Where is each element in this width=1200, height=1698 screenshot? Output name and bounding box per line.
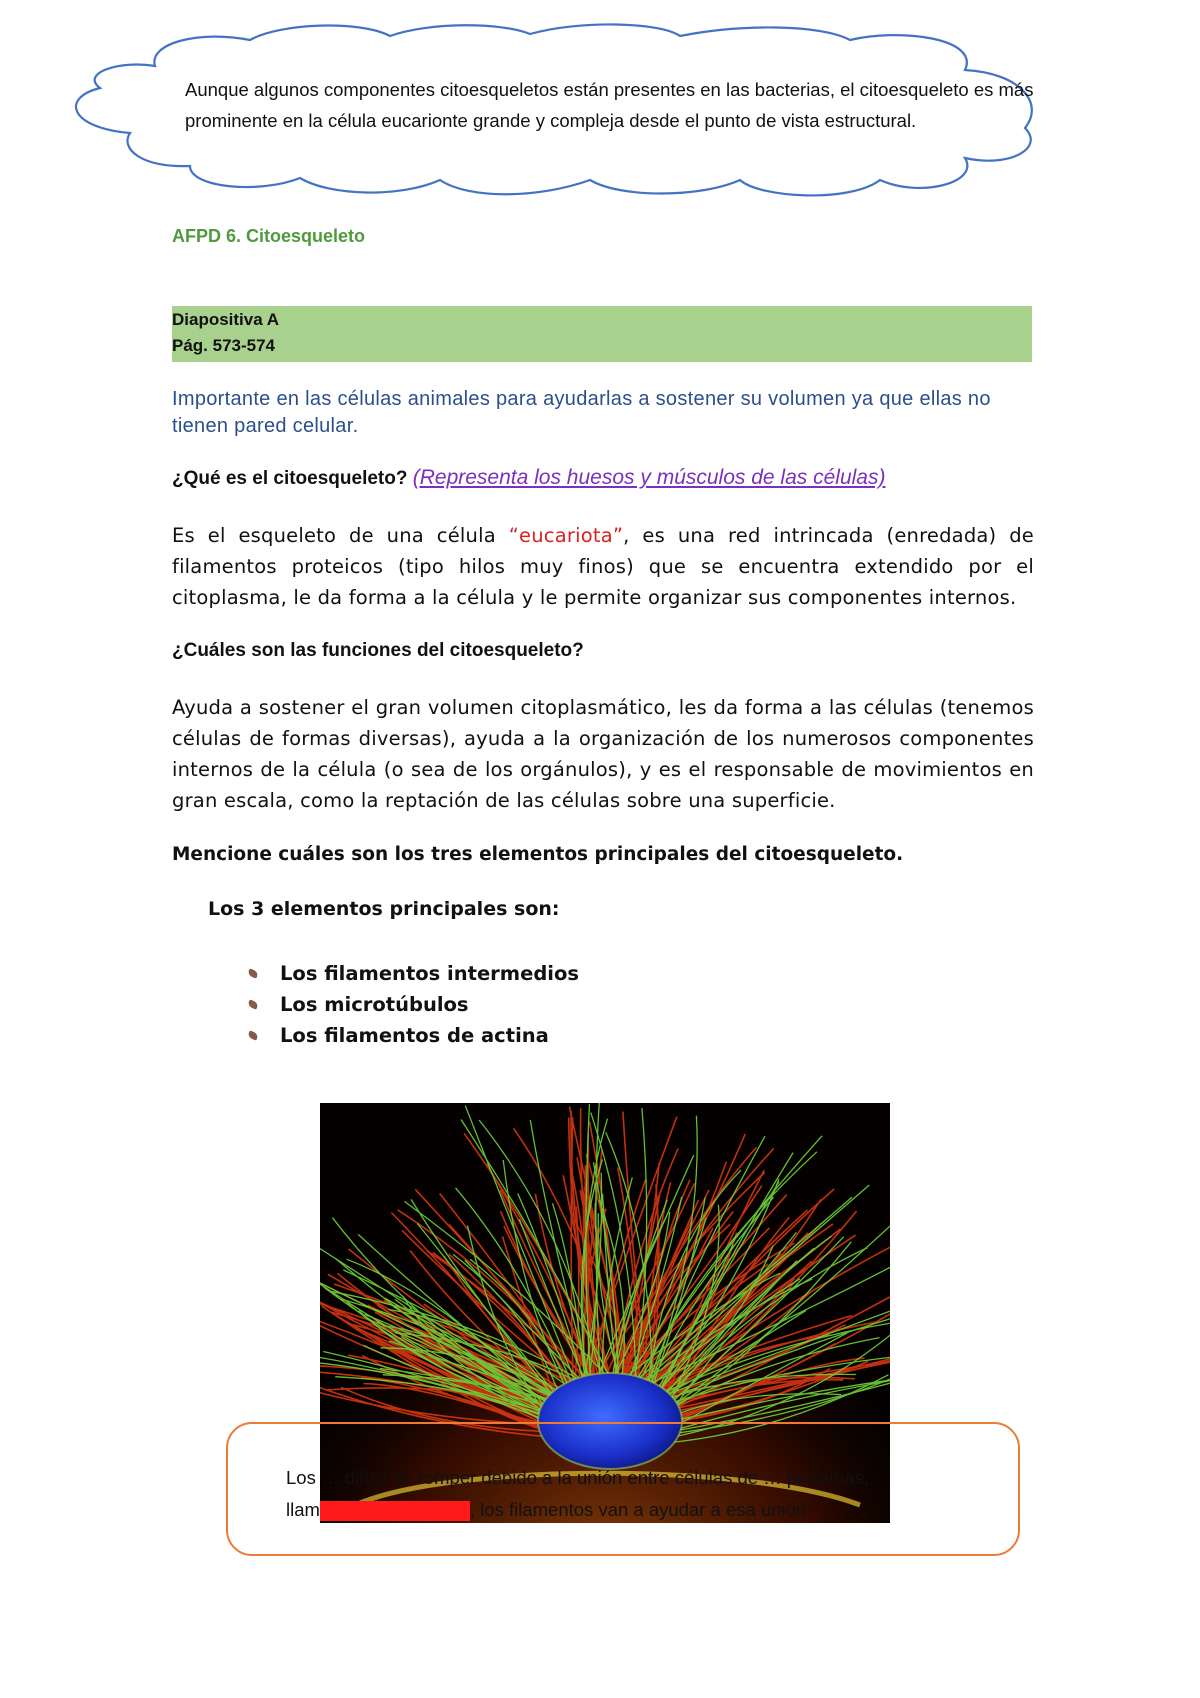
note-line-2-start: llam (286, 1499, 320, 1520)
slide-header-bar (172, 306, 1032, 362)
question-note: (Representa los huesos y músculos de las células) (412, 466, 886, 489)
answer-functions: Ayuda a sostener el gran volumen citoplasmático, les da forma a las células (tenemos células de formas diversas), ayuda a la organización de los numerosos componentes internos de la célula (o sea de los orgánulos), y es el responsable de movimientos en gran escala, como la reptación de las células sobre una superficie. (172, 696, 1034, 812)
question-what-is (172, 466, 885, 490)
page-reference: Pág. 573-574 (172, 336, 276, 355)
note-line-1: Los … difícil de romper debido a la unión entre células de … proteínas, (286, 1467, 870, 1488)
note-line-2-end: , los filamentos van a ayudar a esa unión (469, 1499, 807, 1520)
list-item (244, 989, 579, 1020)
answer-text-start: Es el esqueleto de una célula (172, 524, 509, 547)
list-item (244, 1020, 579, 1051)
bullet-icon (247, 968, 259, 979)
document-title: AFPD 6. Citoesqueleto (172, 226, 366, 246)
bullet-icon (247, 999, 259, 1010)
elements-list (244, 958, 579, 1051)
note-line-2 (286, 1494, 1006, 1526)
answer-what-is (172, 520, 1034, 613)
answer-text-end: , es una red intrincada (enredada) de filamentos proteicos (tipo hilos muy finos) que se encuentra extendido por el citoplasma, le da forma a la célula y le permite organizar sus componentes internos. (172, 524, 1035, 609)
list-item-label: Los filamentos intermedios (280, 962, 579, 985)
redaction-mark (320, 1501, 470, 1521)
note-text (286, 1462, 1006, 1526)
question-elements: Mencione cuáles son los tres elementos principales del citoesqueleto. (172, 844, 904, 865)
list-item (244, 958, 579, 989)
elements-title: Los 3 elementos principales son: (208, 898, 560, 920)
slide-label: Diapositiva A (172, 310, 280, 329)
bullet-icon (247, 1030, 259, 1041)
highlight-eucariota: “eucariota” (508, 524, 624, 547)
list-item-label: Los microtúbulos (280, 993, 469, 1016)
list-item-label: Los filamentos de actina (280, 1024, 549, 1047)
intro-paragraph: Importante en las células animales para ayudarlas a sostener su volumen ya que ellas no tienen pared celular. (172, 388, 991, 437)
question-text: ¿Qué es el citoesqueleto? (172, 468, 408, 489)
question-functions: ¿Cuáles son las funciones del citoesqueleto? (172, 640, 584, 661)
callout-text: Aunque algunos componentes citoesqueletos están presentes en las bacterias, el citoesqueleto es más prominente en la célula eucarionte grande y compleja desde el punto de vista estructural. (185, 79, 1034, 131)
